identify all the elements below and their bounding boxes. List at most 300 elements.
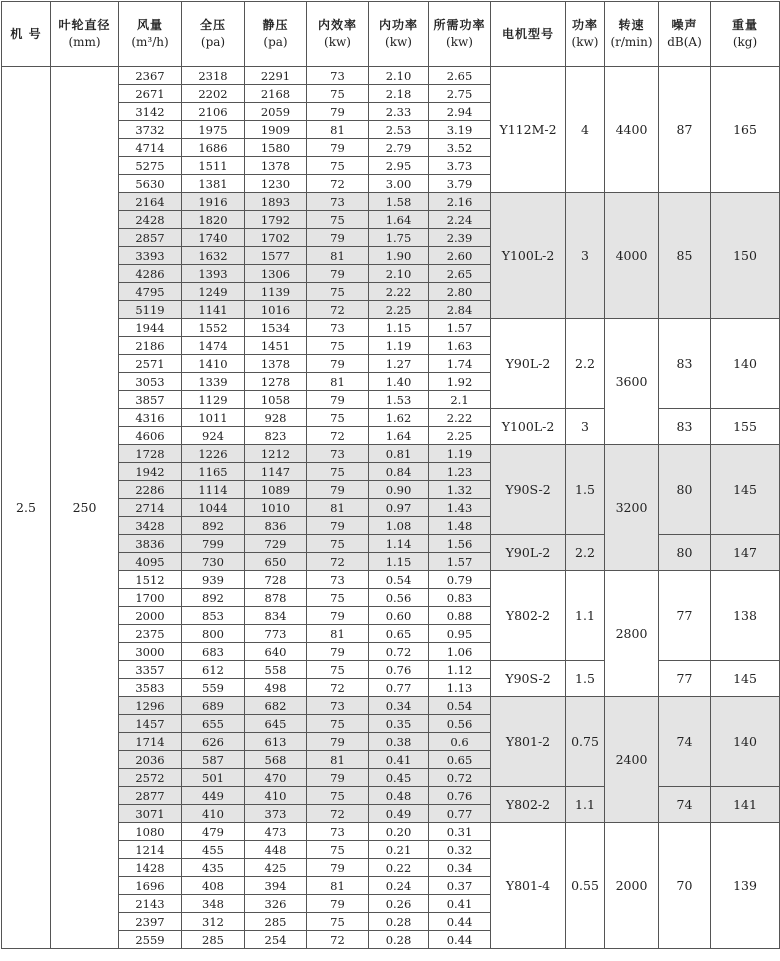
static-pressure-cell: 834 (245, 607, 307, 625)
required-power-cell: 0.88 (429, 607, 491, 625)
total-pressure-cell: 348 (182, 895, 245, 913)
internal-efficiency-cell: 75 (307, 787, 369, 805)
internal-efficiency-cell: 81 (307, 499, 369, 517)
required-power-cell: 1.12 (429, 661, 491, 679)
weight-cell: 145 (711, 445, 780, 535)
table-row (2, 661, 780, 679)
internal-efficiency-cell: 75 (307, 211, 369, 229)
noise-cell: 87 (659, 67, 711, 193)
internal-power-cell: 0.65 (369, 625, 429, 643)
motor-power-cell: 0.75 (566, 697, 605, 787)
internal-efficiency-cell: 79 (307, 229, 369, 247)
static-pressure-cell: 1147 (245, 463, 307, 481)
static-pressure-cell: 558 (245, 661, 307, 679)
internal-power-cell: 1.14 (369, 535, 429, 553)
total-pressure-cell: 853 (182, 607, 245, 625)
total-pressure-cell: 1686 (182, 139, 245, 157)
internal-power-cell: 0.49 (369, 805, 429, 823)
noise-cell: 80 (659, 535, 711, 571)
required-power-cell: 2.25 (429, 427, 491, 445)
required-power-cell: 2.84 (429, 301, 491, 319)
total-pressure-cell: 1226 (182, 445, 245, 463)
internal-power-cell: 0.28 (369, 913, 429, 931)
motor-model-cell: Y802-2 (491, 787, 566, 823)
air-volume-cell: 1942 (119, 463, 182, 481)
static-pressure-cell: 1702 (245, 229, 307, 247)
internal-efficiency-cell: 79 (307, 355, 369, 373)
table-row (2, 787, 780, 805)
total-pressure-cell: 800 (182, 625, 245, 643)
total-pressure-cell: 449 (182, 787, 245, 805)
total-pressure-cell: 1381 (182, 175, 245, 193)
total-pressure-cell: 1916 (182, 193, 245, 211)
internal-efficiency-cell: 79 (307, 859, 369, 877)
total-pressure-cell: 285 (182, 931, 245, 949)
internal-power-cell: 2.95 (369, 157, 429, 175)
motor-power-cell: 0.55 (566, 823, 605, 949)
internal-power-cell: 2.33 (369, 103, 429, 121)
required-power-cell: 2.1 (429, 391, 491, 409)
fan-performance-table (1, 1, 780, 949)
required-power-cell: 2.80 (429, 283, 491, 301)
static-pressure-cell: 773 (245, 625, 307, 643)
weight-cell: 147 (711, 535, 780, 571)
air-volume-cell: 3428 (119, 517, 182, 535)
table-body (2, 67, 780, 949)
header-machine-no: 机 号 (2, 2, 51, 67)
internal-power-cell: 0.22 (369, 859, 429, 877)
internal-power-cell: 1.15 (369, 553, 429, 571)
internal-power-cell: 1.27 (369, 355, 429, 373)
header-noise: 噪声 dB(A) (659, 2, 711, 67)
speed-cell: 3600 (605, 319, 659, 445)
internal-efficiency-cell: 73 (307, 697, 369, 715)
required-power-cell: 0.32 (429, 841, 491, 859)
air-volume-cell: 1428 (119, 859, 182, 877)
weight-cell: 141 (711, 787, 780, 823)
internal-efficiency-cell: 79 (307, 139, 369, 157)
static-pressure-cell: 498 (245, 679, 307, 697)
motor-model-cell: Y801-4 (491, 823, 566, 949)
required-power-cell: 0.31 (429, 823, 491, 841)
required-power-cell: 0.65 (429, 751, 491, 769)
speed-cell: 2000 (605, 823, 659, 949)
static-pressure-cell: 1909 (245, 121, 307, 139)
internal-efficiency-cell: 79 (307, 769, 369, 787)
motor-model-cell: Y100L-2 (491, 193, 566, 319)
internal-power-cell: 0.20 (369, 823, 429, 841)
total-pressure-cell: 683 (182, 643, 245, 661)
air-volume-cell: 2164 (119, 193, 182, 211)
weight-cell: 140 (711, 319, 780, 409)
air-volume-cell: 4286 (119, 265, 182, 283)
required-power-cell: 2.60 (429, 247, 491, 265)
total-pressure-cell: 1114 (182, 481, 245, 499)
motor-model-cell: Y90S-2 (491, 661, 566, 697)
required-power-cell: 0.34 (429, 859, 491, 877)
internal-efficiency-cell: 72 (307, 427, 369, 445)
required-power-cell: 2.94 (429, 103, 491, 121)
required-power-cell: 0.79 (429, 571, 491, 589)
total-pressure-cell: 408 (182, 877, 245, 895)
air-volume-cell: 4316 (119, 409, 182, 427)
static-pressure-cell: 2168 (245, 85, 307, 103)
header-impeller-diameter: 叶轮直径 (mm) (51, 2, 119, 67)
required-power-cell: 1.56 (429, 535, 491, 553)
static-pressure-cell: 729 (245, 535, 307, 553)
static-pressure-cell: 473 (245, 823, 307, 841)
internal-efficiency-cell: 79 (307, 481, 369, 499)
table-row (2, 823, 780, 841)
static-pressure-cell: 1089 (245, 481, 307, 499)
internal-power-cell: 0.21 (369, 841, 429, 859)
static-pressure-cell: 254 (245, 931, 307, 949)
air-volume-cell: 3583 (119, 679, 182, 697)
static-pressure-cell: 1278 (245, 373, 307, 391)
internal-efficiency-cell: 79 (307, 103, 369, 121)
air-volume-cell: 2286 (119, 481, 182, 499)
air-volume-cell: 2000 (119, 607, 182, 625)
required-power-cell: 1.74 (429, 355, 491, 373)
motor-model-cell: Y802-2 (491, 571, 566, 661)
total-pressure-cell: 2318 (182, 67, 245, 85)
motor-power-cell: 3 (566, 193, 605, 319)
static-pressure-cell: 285 (245, 913, 307, 931)
internal-power-cell: 2.22 (369, 283, 429, 301)
internal-power-cell: 0.97 (369, 499, 429, 517)
required-power-cell: 1.23 (429, 463, 491, 481)
total-pressure-cell: 892 (182, 589, 245, 607)
required-power-cell: 0.44 (429, 931, 491, 949)
internal-efficiency-cell: 75 (307, 85, 369, 103)
internal-power-cell: 0.45 (369, 769, 429, 787)
air-volume-cell: 2572 (119, 769, 182, 787)
required-power-cell: 3.19 (429, 121, 491, 139)
internal-efficiency-cell: 72 (307, 301, 369, 319)
air-volume-cell: 2671 (119, 85, 182, 103)
total-pressure-cell: 2202 (182, 85, 245, 103)
total-pressure-cell: 559 (182, 679, 245, 697)
total-pressure-cell: 1044 (182, 499, 245, 517)
required-power-cell: 2.16 (429, 193, 491, 211)
air-volume-cell: 3071 (119, 805, 182, 823)
required-power-cell: 3.73 (429, 157, 491, 175)
total-pressure-cell: 501 (182, 769, 245, 787)
weight-cell: 145 (711, 661, 780, 697)
air-volume-cell: 4795 (119, 283, 182, 301)
static-pressure-cell: 1378 (245, 157, 307, 175)
noise-cell: 80 (659, 445, 711, 535)
air-volume-cell: 4606 (119, 427, 182, 445)
internal-power-cell: 0.38 (369, 733, 429, 751)
internal-efficiency-cell: 75 (307, 661, 369, 679)
static-pressure-cell: 410 (245, 787, 307, 805)
internal-efficiency-cell: 73 (307, 193, 369, 211)
internal-power-cell: 0.34 (369, 697, 429, 715)
internal-efficiency-cell: 75 (307, 283, 369, 301)
total-pressure-cell: 435 (182, 859, 245, 877)
static-pressure-cell: 373 (245, 805, 307, 823)
static-pressure-cell: 1016 (245, 301, 307, 319)
internal-efficiency-cell: 81 (307, 247, 369, 265)
required-power-cell: 1.63 (429, 337, 491, 355)
total-pressure-cell: 1740 (182, 229, 245, 247)
air-volume-cell: 1728 (119, 445, 182, 463)
air-volume-cell: 1700 (119, 589, 182, 607)
static-pressure-cell: 326 (245, 895, 307, 913)
internal-power-cell: 0.48 (369, 787, 429, 805)
noise-cell: 85 (659, 193, 711, 319)
internal-efficiency-cell: 72 (307, 679, 369, 697)
air-volume-cell: 1080 (119, 823, 182, 841)
internal-efficiency-cell: 75 (307, 535, 369, 553)
air-volume-cell: 2036 (119, 751, 182, 769)
table-row (2, 571, 780, 589)
internal-efficiency-cell: 79 (307, 607, 369, 625)
internal-efficiency-cell: 75 (307, 589, 369, 607)
speed-cell: 2400 (605, 697, 659, 823)
air-volume-cell: 1512 (119, 571, 182, 589)
required-power-cell: 0.76 (429, 787, 491, 805)
internal-efficiency-cell: 79 (307, 391, 369, 409)
total-pressure-cell: 655 (182, 715, 245, 733)
static-pressure-cell: 1306 (245, 265, 307, 283)
air-volume-cell: 2857 (119, 229, 182, 247)
internal-efficiency-cell: 79 (307, 643, 369, 661)
internal-power-cell: 1.19 (369, 337, 429, 355)
weight-cell: 138 (711, 571, 780, 661)
required-power-cell: 0.54 (429, 697, 491, 715)
air-volume-cell: 3357 (119, 661, 182, 679)
static-pressure-cell: 1534 (245, 319, 307, 337)
air-volume-cell: 1714 (119, 733, 182, 751)
machine-no-cell: 2.5 (2, 67, 51, 949)
weight-cell: 150 (711, 193, 780, 319)
static-pressure-cell: 2059 (245, 103, 307, 121)
required-power-cell: 0.95 (429, 625, 491, 643)
internal-efficiency-cell: 81 (307, 373, 369, 391)
internal-power-cell: 1.53 (369, 391, 429, 409)
weight-cell: 165 (711, 67, 780, 193)
internal-efficiency-cell: 72 (307, 175, 369, 193)
static-pressure-cell: 1792 (245, 211, 307, 229)
air-volume-cell: 5275 (119, 157, 182, 175)
speed-cell: 2800 (605, 571, 659, 697)
air-volume-cell: 3142 (119, 103, 182, 121)
total-pressure-cell: 689 (182, 697, 245, 715)
motor-power-cell: 1.5 (566, 445, 605, 535)
static-pressure-cell: 823 (245, 427, 307, 445)
noise-cell: 74 (659, 697, 711, 787)
air-volume-cell: 2186 (119, 337, 182, 355)
internal-power-cell: 2.25 (369, 301, 429, 319)
internal-efficiency-cell: 81 (307, 751, 369, 769)
required-power-cell: 3.52 (429, 139, 491, 157)
required-power-cell: 1.57 (429, 319, 491, 337)
total-pressure-cell: 939 (182, 571, 245, 589)
total-pressure-cell: 892 (182, 517, 245, 535)
required-power-cell: 2.65 (429, 265, 491, 283)
internal-power-cell: 0.26 (369, 895, 429, 913)
header-speed: 转速 (r/min) (605, 2, 659, 67)
required-power-cell: 1.48 (429, 517, 491, 535)
motor-power-cell: 4 (566, 67, 605, 193)
internal-power-cell: 1.90 (369, 247, 429, 265)
internal-efficiency-cell: 73 (307, 445, 369, 463)
noise-cell: 83 (659, 409, 711, 445)
static-pressure-cell: 470 (245, 769, 307, 787)
static-pressure-cell: 1230 (245, 175, 307, 193)
internal-power-cell: 0.28 (369, 931, 429, 949)
total-pressure-cell: 1165 (182, 463, 245, 481)
motor-power-cell: 1.1 (566, 787, 605, 823)
motor-power-cell: 1.1 (566, 571, 605, 661)
internal-efficiency-cell: 75 (307, 715, 369, 733)
air-volume-cell: 4095 (119, 553, 182, 571)
internal-efficiency-cell: 73 (307, 319, 369, 337)
motor-model-cell: Y100L-2 (491, 409, 566, 445)
header-static-pressure: 静压 (pa) (245, 2, 307, 67)
motor-power-cell: 1.5 (566, 661, 605, 697)
motor-model-cell: Y90L-2 (491, 535, 566, 571)
air-volume-cell: 3053 (119, 373, 182, 391)
internal-efficiency-cell: 72 (307, 805, 369, 823)
weight-cell: 155 (711, 409, 780, 445)
required-power-cell: 1.92 (429, 373, 491, 391)
required-power-cell: 2.75 (429, 85, 491, 103)
total-pressure-cell: 1511 (182, 157, 245, 175)
internal-power-cell: 1.58 (369, 193, 429, 211)
required-power-cell: 0.37 (429, 877, 491, 895)
required-power-cell: 3.79 (429, 175, 491, 193)
internal-power-cell: 0.72 (369, 643, 429, 661)
air-volume-cell: 1214 (119, 841, 182, 859)
internal-power-cell: 1.75 (369, 229, 429, 247)
air-volume-cell: 2367 (119, 67, 182, 85)
air-volume-cell: 3000 (119, 643, 182, 661)
header-required-power: 所需功率 (kw) (429, 2, 491, 67)
static-pressure-cell: 836 (245, 517, 307, 535)
static-pressure-cell: 1451 (245, 337, 307, 355)
total-pressure-cell: 1339 (182, 373, 245, 391)
noise-cell: 77 (659, 571, 711, 661)
static-pressure-cell: 928 (245, 409, 307, 427)
motor-model-cell: Y801-2 (491, 697, 566, 787)
internal-power-cell: 0.54 (369, 571, 429, 589)
total-pressure-cell: 1474 (182, 337, 245, 355)
static-pressure-cell: 2291 (245, 67, 307, 85)
internal-efficiency-cell: 79 (307, 733, 369, 751)
internal-efficiency-cell: 79 (307, 517, 369, 535)
static-pressure-cell: 568 (245, 751, 307, 769)
static-pressure-cell: 448 (245, 841, 307, 859)
air-volume-cell: 1296 (119, 697, 182, 715)
motor-power-cell: 2.2 (566, 319, 605, 409)
air-volume-cell: 2714 (119, 499, 182, 517)
internal-efficiency-cell: 72 (307, 553, 369, 571)
header-total-pressure: 全压 (pa) (182, 2, 245, 67)
total-pressure-cell: 1975 (182, 121, 245, 139)
noise-cell: 77 (659, 661, 711, 697)
air-volume-cell: 3732 (119, 121, 182, 139)
static-pressure-cell: 1010 (245, 499, 307, 517)
internal-efficiency-cell: 81 (307, 121, 369, 139)
noise-cell: 74 (659, 787, 711, 823)
static-pressure-cell: 728 (245, 571, 307, 589)
internal-power-cell: 1.64 (369, 211, 429, 229)
static-pressure-cell: 394 (245, 877, 307, 895)
air-volume-cell: 2397 (119, 913, 182, 931)
total-pressure-cell: 799 (182, 535, 245, 553)
required-power-cell: 0.56 (429, 715, 491, 733)
internal-power-cell: 1.62 (369, 409, 429, 427)
static-pressure-cell: 1212 (245, 445, 307, 463)
total-pressure-cell: 1141 (182, 301, 245, 319)
total-pressure-cell: 612 (182, 661, 245, 679)
header-air-volume: 风量 (m³/h) (119, 2, 182, 67)
internal-efficiency-cell: 73 (307, 823, 369, 841)
internal-efficiency-cell: 73 (307, 571, 369, 589)
internal-power-cell: 2.10 (369, 67, 429, 85)
motor-model-cell: Y90L-2 (491, 319, 566, 409)
total-pressure-cell: 410 (182, 805, 245, 823)
total-pressure-cell: 2106 (182, 103, 245, 121)
speed-cell: 3200 (605, 445, 659, 571)
header-internal-efficiency: 内效率 (kw) (307, 2, 369, 67)
total-pressure-cell: 626 (182, 733, 245, 751)
air-volume-cell: 5630 (119, 175, 182, 193)
total-pressure-cell: 1632 (182, 247, 245, 265)
total-pressure-cell: 455 (182, 841, 245, 859)
internal-power-cell: 2.53 (369, 121, 429, 139)
weight-cell: 140 (711, 697, 780, 787)
internal-power-cell: 2.18 (369, 85, 429, 103)
static-pressure-cell: 1893 (245, 193, 307, 211)
air-volume-cell: 2877 (119, 787, 182, 805)
air-volume-cell: 2428 (119, 211, 182, 229)
header-internal-power: 内功率 (kw) (369, 2, 429, 67)
table-row (2, 697, 780, 715)
air-volume-cell: 4714 (119, 139, 182, 157)
total-pressure-cell: 1552 (182, 319, 245, 337)
total-pressure-cell: 312 (182, 913, 245, 931)
table-row (2, 409, 780, 427)
required-power-cell: 0.44 (429, 913, 491, 931)
static-pressure-cell: 640 (245, 643, 307, 661)
internal-efficiency-cell: 75 (307, 337, 369, 355)
table-row (2, 535, 780, 553)
total-pressure-cell: 1410 (182, 355, 245, 373)
static-pressure-cell: 425 (245, 859, 307, 877)
internal-efficiency-cell: 79 (307, 895, 369, 913)
internal-power-cell: 0.41 (369, 751, 429, 769)
total-pressure-cell: 587 (182, 751, 245, 769)
air-volume-cell: 2143 (119, 895, 182, 913)
motor-model-cell: Y112M-2 (491, 67, 566, 193)
internal-power-cell: 0.60 (369, 607, 429, 625)
air-volume-cell: 2375 (119, 625, 182, 643)
static-pressure-cell: 1378 (245, 355, 307, 373)
motor-power-cell: 2.2 (566, 535, 605, 571)
static-pressure-cell: 1139 (245, 283, 307, 301)
static-pressure-cell: 878 (245, 589, 307, 607)
internal-efficiency-cell: 75 (307, 157, 369, 175)
internal-power-cell: 0.76 (369, 661, 429, 679)
table-row (2, 193, 780, 211)
internal-power-cell: 1.40 (369, 373, 429, 391)
air-volume-cell: 1944 (119, 319, 182, 337)
required-power-cell: 1.32 (429, 481, 491, 499)
